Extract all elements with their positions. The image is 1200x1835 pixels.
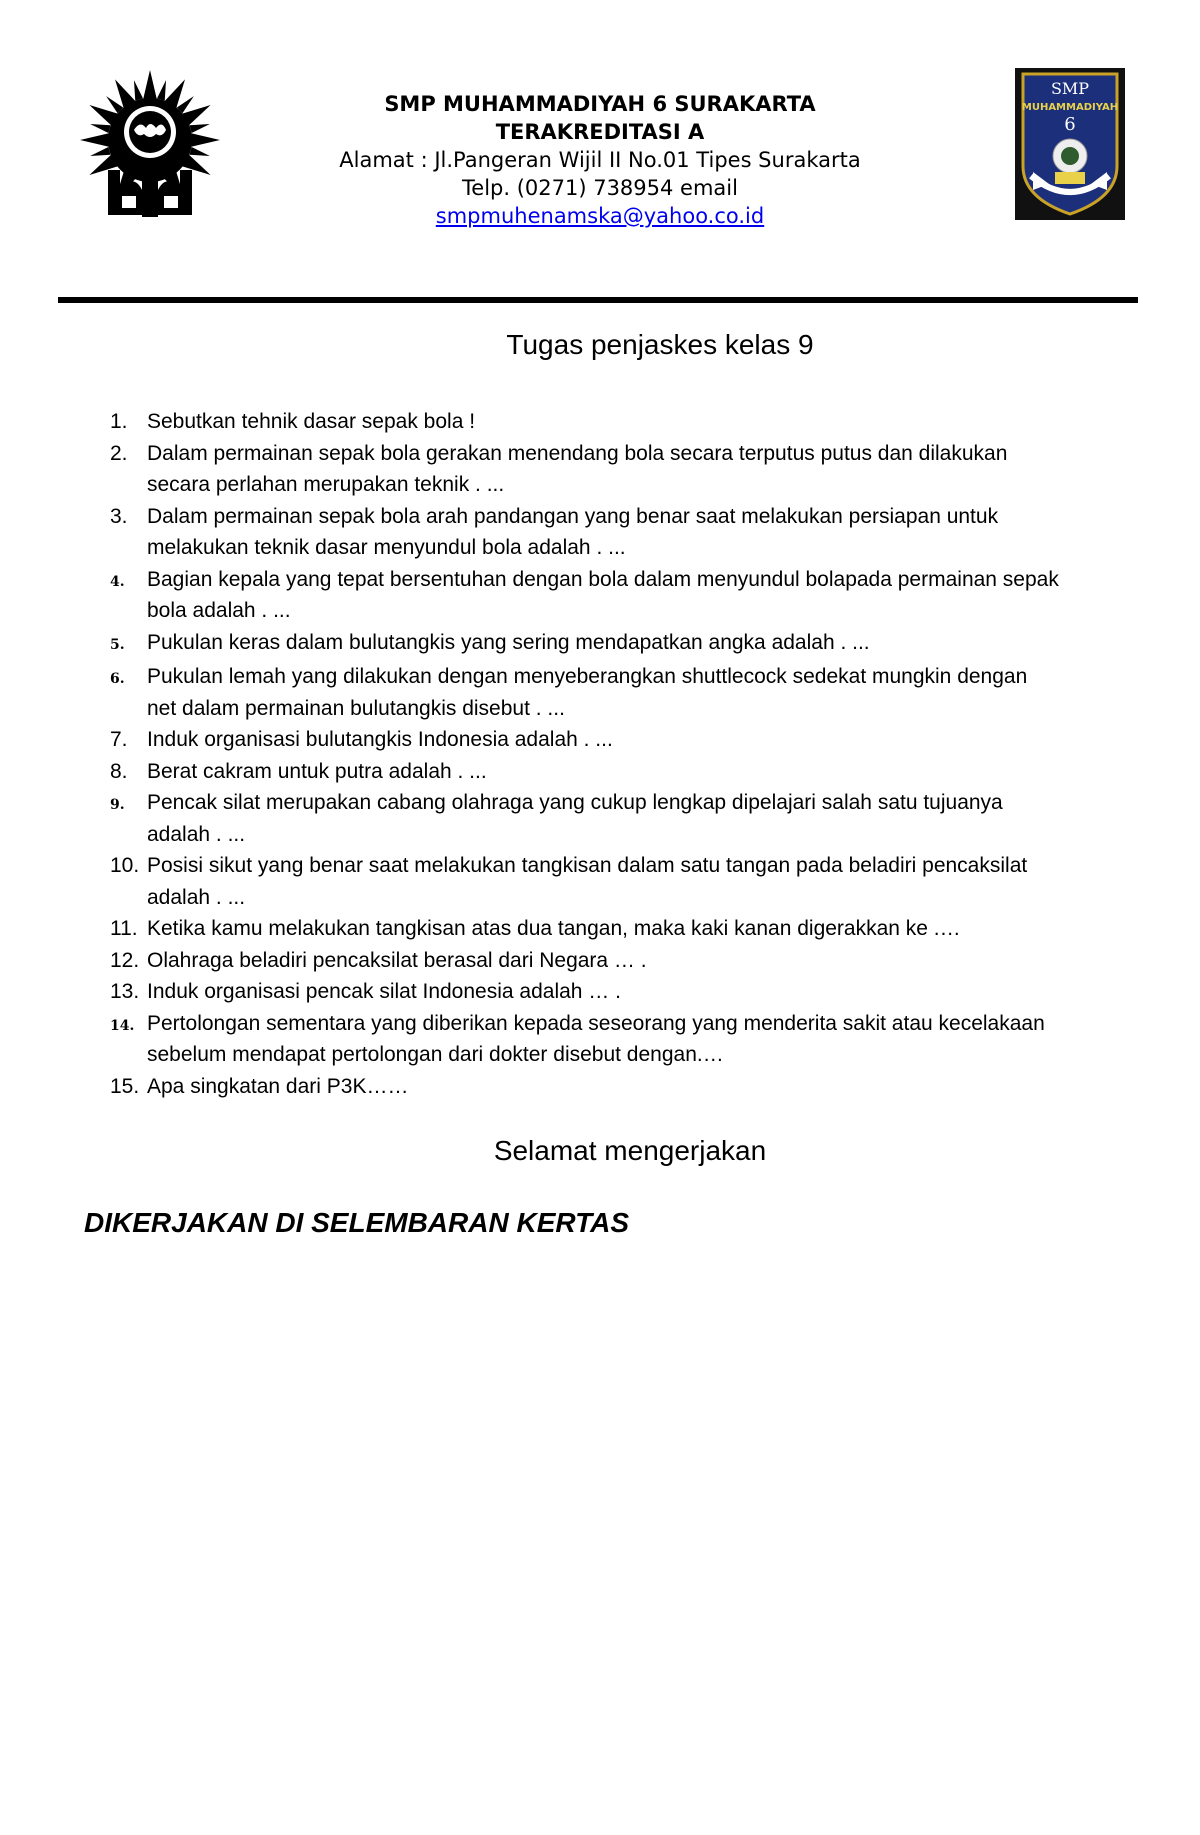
question-line: Pukulan lemah yang dilakukan dengan menyeberangkan shuttlecock sedekat mungkin dengan [147, 665, 1028, 688]
question-text [147, 756, 1180, 788]
closing-text: Selamat mengerjakan [493, 1135, 767, 1166]
question-item [110, 850, 1180, 913]
question-item [110, 976, 1180, 1008]
question-text [147, 627, 1180, 659]
question-text [147, 564, 1180, 627]
question-line: Pukulan keras dalam bulutangkis yang sering mendapatkan angka adalah . ... [147, 630, 870, 654]
school-address: Alamat : Jl.Pangeran Wijil II No.01 Tipes Surakarta [339, 148, 861, 172]
question-text [147, 850, 1180, 913]
question-item [110, 661, 1180, 724]
question-number: 7. [110, 728, 128, 751]
muhammadiyah-logo [80, 70, 220, 220]
question-line: Sebutkan tehnik dasar sepak bola ! [147, 410, 476, 433]
question-number: 13. [110, 980, 140, 1003]
question-list [110, 406, 1180, 1102]
question-number: 3. [110, 504, 128, 528]
question-number: 2. [110, 441, 128, 465]
question-line: secara perlahan merupakan teknik . ... [147, 473, 505, 496]
question-line: Pertolongan sementara yang diberikan kepada seseorang yang menderita sakit atau kecelakaan [147, 1011, 1045, 1035]
email-link[interactable]: smpmuhenamska@yahoo.co.id [435, 204, 765, 228]
question-number: 14. [110, 1017, 135, 1034]
school-shield-logo [1015, 68, 1125, 220]
question-line: Olahraga beladiri pencaksilat berasal dari Negara … . [147, 948, 647, 972]
question-line: Bagian kepala yang tepat bersentuhan dengan bola dalam menyundul bolapada permainan sepak [147, 567, 1059, 591]
question-text [147, 1008, 1180, 1071]
question-number: 1. [110, 410, 128, 433]
question-line: melakukan teknik dasar menyundul bola adalah . ... [147, 536, 626, 559]
question-item [110, 724, 1180, 756]
question-number: 15. [110, 1074, 140, 1098]
question-line: Ketika kamu melakukan tangkisan atas dua tangan, maka kaki kanan digerakkan ke .… [147, 917, 961, 940]
question-text [147, 913, 1180, 945]
accreditation: TERAKREDITASI A [495, 120, 705, 144]
question-item [110, 564, 1180, 627]
question-line: Induk organisasi pencak silat Indonesia adalah … . [147, 980, 621, 1003]
header-divider [58, 297, 1138, 303]
question-number: 4. [110, 573, 125, 590]
question-line: Berat cakram untuk putra adalah . ... [147, 759, 487, 783]
question-number: 12. [110, 948, 140, 972]
question-item [110, 627, 1180, 662]
question-text [147, 661, 1180, 724]
question-line: bola adalah . ... [147, 599, 291, 622]
school-phone: Telp. (0271) 738954 email [462, 176, 738, 200]
question-number: 10. [110, 854, 140, 877]
question-number: 8. [110, 759, 128, 783]
question-line: adalah . ... [147, 885, 246, 909]
question-line: Apa singkatan dari P3K…… [147, 1074, 409, 1098]
question-text [147, 501, 1180, 564]
question-line: net dalam permainan bulutangkis disebut . ... [147, 696, 565, 720]
svg-text:SMP: SMP [1050, 79, 1090, 98]
question-item [110, 945, 1180, 977]
question-number: 11. [110, 917, 138, 940]
question-item [110, 438, 1180, 501]
svg-text:MUHAMMADIYAH: MUHAMMADIYAH [1021, 102, 1119, 113]
instruction-text: DIKERJAKAN DI SELEMBARAN KERTAS [84, 1207, 630, 1238]
svg-text:6: 6 [1064, 114, 1076, 135]
question-item [110, 1008, 1180, 1071]
question-line: Posisi sikut yang benar saat melakukan tangkisan dalam satu tangan pada beladiri pencaksilat [147, 854, 1028, 877]
question-item [110, 406, 1180, 438]
question-line: adalah . ... [147, 822, 246, 846]
question-item [110, 1071, 1180, 1103]
question-number: 9. [110, 797, 125, 813]
question-text [147, 406, 1180, 438]
question-number: 6. [110, 671, 125, 687]
question-text [147, 724, 1180, 756]
question-item [110, 756, 1180, 788]
question-line: Dalam permainan sepak bola gerakan menendang bola secara terputus putus dan dilakukan [147, 441, 1008, 465]
question-number: 5. [110, 636, 125, 653]
question-text [147, 945, 1180, 977]
question-text [147, 438, 1180, 501]
question-item [110, 787, 1180, 850]
school-name: SMP MUHAMMADIYAH 6 SURAKARTA [384, 92, 816, 116]
question-text [147, 787, 1180, 850]
letterhead [255, 90, 945, 230]
document-title: Tugas penjaskes kelas 9 [506, 329, 814, 360]
question-line: Induk organisasi bulutangkis Indonesia adalah . ... [147, 728, 613, 751]
question-item [110, 913, 1180, 945]
question-item [110, 501, 1180, 564]
question-line: sebelum mendapat pertolongan dari dokter disebut dengan.… [147, 1043, 724, 1066]
question-line: Pencak silat merupakan cabang olahraga yang cukup lengkap dipelajari salah satu tujuanya [147, 791, 1003, 814]
question-text [147, 1071, 1180, 1103]
question-line: Dalam permainan sepak bola arah pandangan yang benar saat melakukan persiapan untuk [147, 504, 999, 528]
question-text [147, 976, 1180, 1008]
